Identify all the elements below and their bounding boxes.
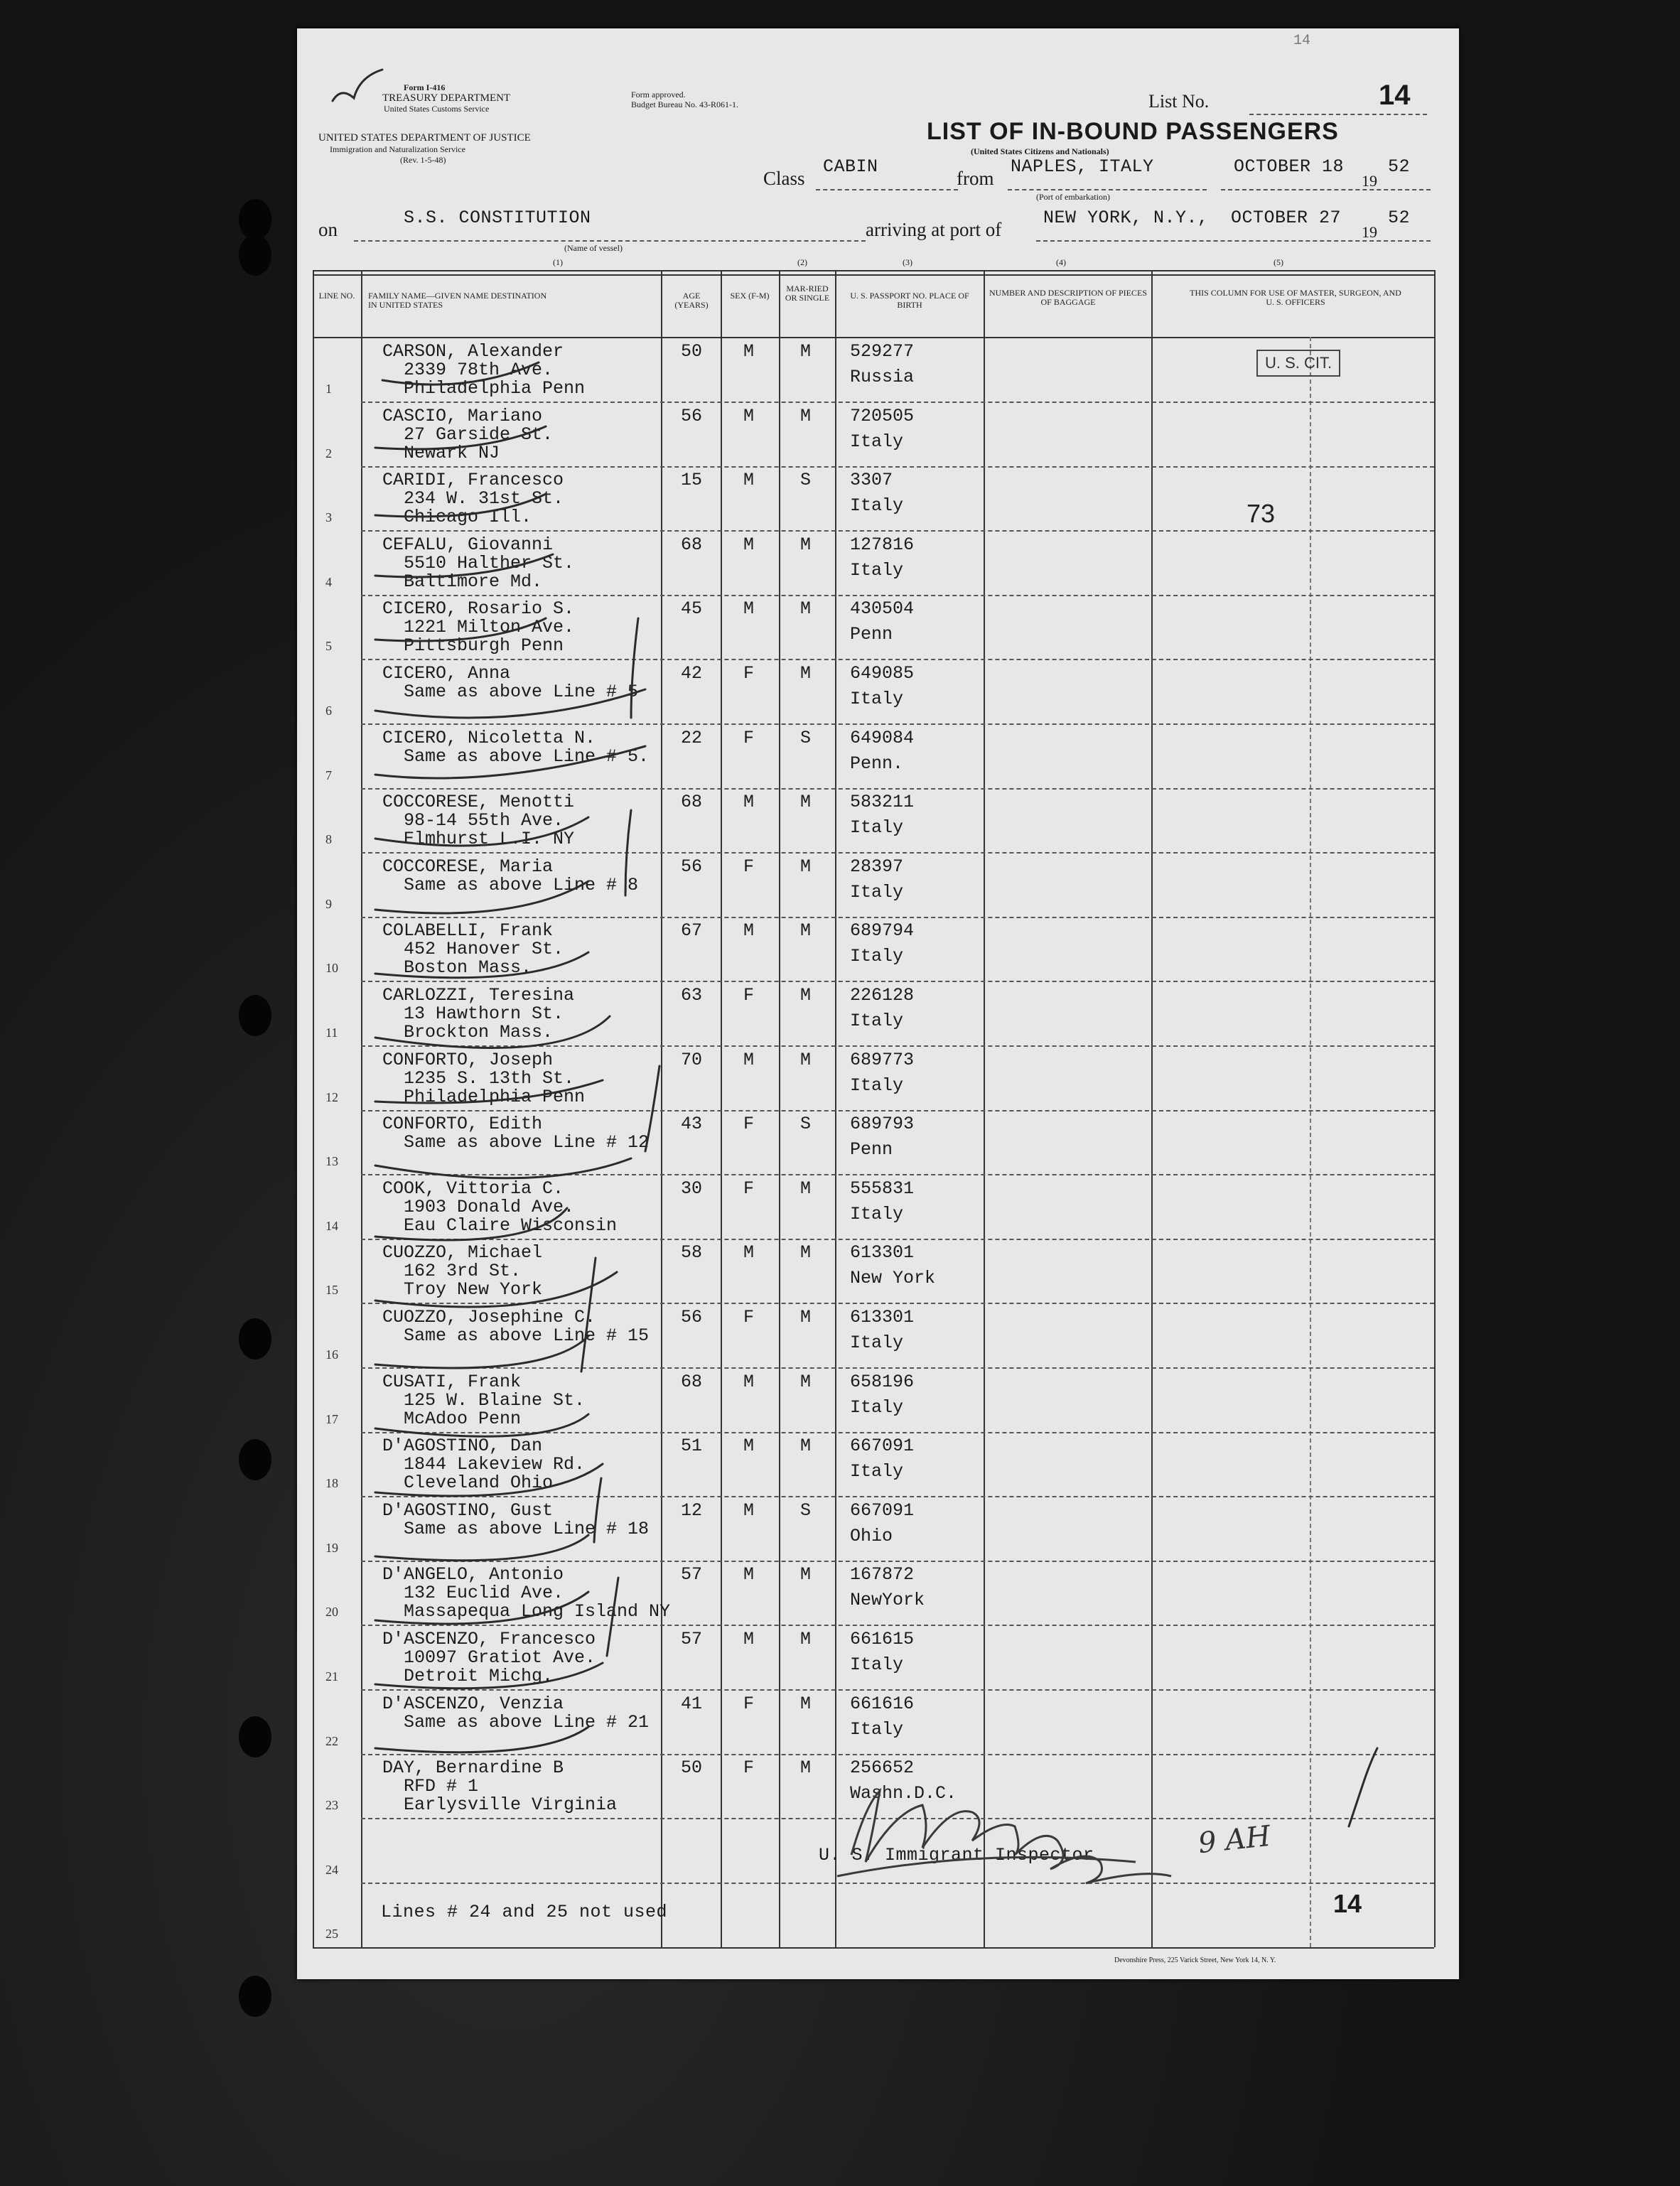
sex: F: [743, 1757, 755, 1778]
class-label: Class: [763, 168, 805, 189]
sex: F: [743, 1694, 755, 1714]
list-number: 14: [1379, 80, 1411, 111]
on-label: on: [318, 219, 338, 240]
marital-status: M: [800, 663, 812, 684]
address-line-1: Same as above Line # 12: [404, 1132, 650, 1153]
header-name: FAMILY NAME—GIVEN NAME DESTINATION IN UNITED STATES: [368, 291, 547, 310]
age: 58: [681, 1242, 703, 1263]
passenger-name: CONFORTO, Joseph: [382, 1050, 554, 1070]
marital-status: M: [800, 1242, 812, 1263]
address-line-1: Same as above Line # 5: [404, 682, 639, 702]
passenger-name: COOK, Vittoria C.: [382, 1178, 564, 1199]
line-number: 12: [325, 1090, 338, 1104]
unused-lines-note: Lines # 24 and 25 not used: [381, 1902, 668, 1922]
age: 50: [681, 1757, 703, 1778]
address-line-1: 132 Euclid Ave.: [404, 1583, 564, 1603]
form-title: LIST OF IN-BOUND PASSENGERS: [927, 118, 1339, 145]
place-of-birth: Italy: [850, 1397, 904, 1418]
address-line-2: Baltimore Md.: [404, 571, 543, 592]
column-number-1: (1): [553, 257, 563, 267]
marital-status: M: [800, 1372, 812, 1392]
line-number: 9: [325, 897, 332, 911]
punch-hole: [239, 1318, 271, 1359]
line-number: 24: [325, 1863, 338, 1877]
address-line-1: 2339 78th Ave.: [404, 360, 554, 380]
treasury-department: TREASURY DEPARTMENT: [382, 92, 511, 104]
line-number: 14: [325, 1219, 338, 1233]
address-line-1: Same as above Line # 21: [404, 1712, 650, 1733]
marital-status: M: [800, 1307, 812, 1328]
age: 51: [681, 1436, 703, 1456]
form-subtitle: (United States Citizens and Nationals): [971, 146, 1109, 156]
age: 68: [681, 534, 703, 555]
sex: M: [743, 1629, 755, 1649]
address-line-1: 1844 Lakeview Rd.: [404, 1454, 586, 1475]
port-of-embarkation: NAPLES, ITALY: [1011, 156, 1154, 177]
place-of-birth: Washn.D.C.: [850, 1783, 957, 1804]
address-line-1: 1235 S. 13th St.: [404, 1068, 575, 1089]
punch-hole: [239, 1439, 271, 1480]
sex: F: [743, 1178, 755, 1199]
passport-number: 667091: [850, 1436, 915, 1456]
passenger-name: CARIDI, Francesco: [382, 470, 564, 490]
passport-number: 430504: [850, 598, 915, 619]
age: 70: [681, 1050, 703, 1070]
marital-status: M: [800, 1436, 812, 1456]
age: 63: [681, 985, 703, 1006]
punch-hole: [239, 1716, 271, 1757]
list-no-label: List No.: [1148, 91, 1210, 112]
address-line-1: 125 W. Blaine St.: [404, 1390, 586, 1411]
passport-number: 529277: [850, 341, 915, 362]
address-line-1: 5510 Halther St.: [404, 553, 575, 574]
line-number: 23: [325, 1798, 338, 1812]
line-number: 10: [325, 961, 338, 975]
line-number: 6: [325, 704, 332, 718]
line-number: 15: [325, 1283, 338, 1297]
address-line-1: 452 Hanover St.: [404, 939, 564, 959]
passport-number: 613301: [850, 1307, 915, 1328]
place-of-birth: Penn: [850, 624, 893, 645]
inspector-title: U. S. Immigrant Inspector: [819, 1845, 1094, 1865]
address-line-1: 13 Hawthorn St.: [404, 1003, 564, 1024]
sex: M: [743, 1500, 755, 1521]
address-line-2: Newark NJ: [404, 443, 500, 463]
us-citizen-stamp: U. S. CIT.: [1256, 350, 1340, 377]
address-line-2: Chicago Ill.: [404, 507, 532, 527]
passport-number: 689773: [850, 1050, 915, 1070]
departure-date: OCTOBER 18: [1234, 156, 1345, 177]
address-line-1: RFD # 1: [404, 1776, 479, 1797]
line-number: 18: [325, 1476, 338, 1490]
justice-department: UNITED STATES DEPARTMENT OF JUSTICE: [318, 132, 531, 144]
passenger-name: CICERO, Rosario S.: [382, 598, 575, 619]
from-label: from: [957, 168, 994, 189]
marital-status: S: [800, 728, 812, 748]
passport-number: 3307: [850, 470, 893, 490]
printer-imprint: Devonshire Press, 225 Varick Street, New York 14, N. Y.: [1114, 1956, 1276, 1964]
address-line-1: 162 3rd St.: [404, 1261, 522, 1281]
passport-number: 583211: [850, 792, 915, 812]
page-mark: 14: [1333, 1889, 1362, 1918]
address-line-2: Boston Mass.: [404, 957, 532, 978]
passenger-name: COCCORESE, Menotti: [382, 792, 575, 812]
place-of-birth: Italy: [850, 817, 904, 838]
passenger-name: CARLOZZI, Teresina: [382, 985, 575, 1006]
place-of-birth: Ohio: [850, 1526, 893, 1546]
place-of-birth: Italy: [850, 1719, 904, 1740]
marital-status: M: [800, 341, 812, 362]
marital-status: M: [800, 1564, 812, 1585]
sex: F: [743, 985, 755, 1006]
vessel-name: S.S. CONSTITUTION: [404, 208, 591, 228]
address-line-2: Detroit Michg.: [404, 1666, 554, 1686]
column-number-4: (4): [1056, 257, 1066, 267]
pencil-page-mark: 14: [1293, 33, 1311, 49]
vessel-caption: (Name of vessel): [564, 243, 623, 253]
passport-number: 127816: [850, 534, 915, 555]
form-approved: Form approved.: [631, 90, 686, 99]
passenger-name: D'AGOSTINO, Dan: [382, 1436, 543, 1456]
address-line-2: Philadelphia Penn: [404, 1087, 586, 1107]
address-line-2: Cleveland Ohio: [404, 1472, 554, 1493]
sex: F: [743, 856, 755, 877]
passport-number: 226128: [850, 985, 915, 1006]
naturalization-service: Immigration and Naturalization Service: [330, 144, 465, 154]
passenger-name: CASCIO, Mariano: [382, 406, 543, 426]
marital-status: S: [800, 470, 812, 490]
marital-status: M: [800, 985, 812, 1006]
line-number: 11: [325, 1025, 338, 1040]
class-value: CABIN: [823, 156, 878, 177]
sex: M: [743, 920, 755, 941]
passenger-name: DAY, Bernardine B: [382, 1757, 564, 1778]
arrival-year-prefix: 19: [1362, 223, 1377, 241]
officer-note: 73: [1246, 499, 1276, 528]
budget-bureau: Budget Bureau No. 43-R061-1.: [631, 99, 738, 109]
age: 68: [681, 792, 703, 812]
passenger-name: D'ASCENZO, Venzia: [382, 1694, 564, 1714]
marital-status: M: [800, 1694, 812, 1714]
age: 56: [681, 856, 703, 877]
place-of-birth: Italy: [850, 1204, 904, 1224]
year-prefix: 19: [1362, 172, 1377, 190]
line-number: 1: [325, 382, 332, 396]
passenger-name: D'ASCENZO, Francesco: [382, 1629, 596, 1649]
line-number: 21: [325, 1669, 338, 1684]
place-of-birth: Italy: [850, 1011, 904, 1031]
marital-status: M: [800, 920, 812, 941]
address-line-1: Same as above Line # 8: [404, 875, 639, 895]
punch-hole: [239, 1976, 271, 2017]
address-line-1: 98-14 55th Ave.: [404, 810, 564, 831]
sex: M: [743, 792, 755, 812]
passport-number: 613301: [850, 1242, 915, 1263]
sex: M: [743, 598, 755, 619]
address-line-1: 27 Garside St.: [404, 424, 554, 445]
pencil-check-marks: [297, 28, 1459, 1979]
inspector-initials: 9 AH: [1196, 1819, 1273, 1861]
age: 68: [681, 1372, 703, 1392]
manifest-sheet: [297, 28, 1459, 1979]
sex: M: [743, 1050, 755, 1070]
address-line-1: Same as above Line # 18: [404, 1519, 650, 1539]
departure-year: 52: [1388, 156, 1411, 177]
column-number-5: (5): [1274, 257, 1283, 267]
sex: M: [743, 1242, 755, 1263]
customs-service: United States Customs Service: [384, 104, 490, 114]
arriving-label: arriving at port of: [866, 219, 1002, 240]
place-of-birth: Italy: [850, 1654, 904, 1675]
address-line-2: Massapequa Long Island NY: [404, 1601, 671, 1622]
marital-status: M: [800, 598, 812, 619]
marital-status: M: [800, 792, 812, 812]
header-sex: SEX (F-M): [730, 291, 770, 301]
corner-check-mark: [333, 70, 382, 101]
line-number: 19: [325, 1541, 338, 1555]
address-line-2: Troy New York: [404, 1279, 543, 1300]
address-line-2: Pittsburgh Penn: [404, 635, 564, 656]
form-number: Form I-416: [404, 82, 446, 92]
address-line-1: 1221 Milton Ave.: [404, 617, 575, 637]
sex: F: [743, 1307, 755, 1328]
passenger-name: CUSATI, Frank: [382, 1372, 522, 1392]
passenger-name: D'ANGELO, Antonio: [382, 1564, 564, 1585]
address-line-1: 1903 Donald Ave.: [404, 1197, 575, 1217]
line-number: 2: [325, 446, 332, 461]
line-number: 17: [325, 1412, 338, 1426]
punch-hole: [239, 995, 271, 1036]
passport-number: 658196: [850, 1372, 915, 1392]
age: 57: [681, 1629, 703, 1649]
address-line-2: Elmhurst L.I. NY: [404, 829, 575, 849]
marital-status: M: [800, 1178, 812, 1199]
place-of-birth: Italy: [850, 1461, 904, 1482]
age: 67: [681, 920, 703, 941]
address-line-2: Eau Claire Wisconsin: [404, 1215, 618, 1236]
place-of-birth: Italy: [850, 1332, 904, 1353]
passport-number: 661616: [850, 1694, 915, 1714]
marital-status: M: [800, 1757, 812, 1778]
age: 43: [681, 1114, 703, 1134]
address-line-2: McAdoo Penn: [404, 1409, 522, 1429]
passport-number: 667091: [850, 1500, 915, 1521]
marital-status: M: [800, 856, 812, 877]
line-number: 7: [325, 768, 332, 782]
passenger-name: CARSON, Alexander: [382, 341, 564, 362]
passport-number: 689794: [850, 920, 915, 941]
marital-status: M: [800, 1050, 812, 1070]
header-married-single: MAR-RIED OR SINGLE: [785, 284, 830, 303]
sex: M: [743, 1564, 755, 1585]
place-of-birth: Italy: [850, 495, 904, 516]
passenger-name: COCCORESE, Maria: [382, 856, 554, 877]
line-number: 25: [325, 1927, 338, 1941]
sex: M: [743, 341, 755, 362]
column-number-3: (3): [903, 257, 912, 267]
passport-number: 256652: [850, 1757, 915, 1778]
age: 42: [681, 663, 703, 684]
sex: M: [743, 1372, 755, 1392]
passport-number: 555831: [850, 1178, 915, 1199]
line-number: 13: [325, 1154, 338, 1168]
marital-status: M: [800, 406, 812, 426]
embarkation-caption: (Port of embarkation): [1036, 192, 1110, 202]
age: 22: [681, 728, 703, 748]
age: 56: [681, 1307, 703, 1328]
passenger-name: CUOZZO, Michael: [382, 1242, 543, 1263]
age: 57: [681, 1564, 703, 1585]
place-of-birth: Italy: [850, 689, 904, 709]
passport-number: 661615: [850, 1629, 915, 1649]
age: 30: [681, 1178, 703, 1199]
place-of-birth: Italy: [850, 882, 904, 903]
line-number: 20: [325, 1605, 338, 1619]
place-of-birth: Penn: [850, 1139, 893, 1160]
age: 45: [681, 598, 703, 619]
passport-number: 167872: [850, 1564, 915, 1585]
arrival-port: NEW YORK, N.Y.,: [1043, 208, 1209, 228]
place-of-birth: Italy: [850, 431, 904, 452]
marital-status: S: [800, 1114, 812, 1134]
passenger-name: CICERO, Nicoletta N.: [382, 728, 596, 748]
marital-status: S: [800, 1500, 812, 1521]
header-age: AGE (YEARS): [674, 291, 709, 310]
age: 50: [681, 341, 703, 362]
column-number-2: (2): [797, 257, 807, 267]
age: 41: [681, 1694, 703, 1714]
place-of-birth: Russia: [850, 367, 915, 387]
passenger-name: CONFORTO, Edith: [382, 1114, 543, 1134]
sex: F: [743, 663, 755, 684]
revision-date: (Rev. 1-5-48): [400, 155, 446, 165]
address-line-2: Brockton Mass.: [404, 1022, 554, 1043]
marital-status: M: [800, 534, 812, 555]
sex: M: [743, 406, 755, 426]
sex: M: [743, 470, 755, 490]
line-number: 8: [325, 832, 332, 846]
line-number: 5: [325, 639, 332, 653]
passport-number: 28397: [850, 856, 904, 877]
line-number: 3: [325, 510, 332, 524]
inspector-signature: [837, 1791, 1171, 1883]
address-line-2: Philadelphia Penn: [404, 378, 586, 399]
age: 56: [681, 406, 703, 426]
age: 12: [681, 1500, 703, 1521]
passenger-name: CUOZZO, Josephine C.: [382, 1307, 596, 1328]
marital-status: M: [800, 1629, 812, 1649]
place-of-birth: NewYork: [850, 1590, 925, 1610]
line-number: 4: [325, 575, 332, 589]
place-of-birth: Italy: [850, 560, 904, 581]
header-line-no: LINE NO.: [318, 291, 355, 301]
address-line-1: 10097 Gratiot Ave.: [404, 1647, 596, 1668]
sex: M: [743, 534, 755, 555]
passenger-name: D'AGOSTINO, Gust: [382, 1500, 554, 1521]
passenger-name: COLABELLI, Frank: [382, 920, 554, 941]
place-of-birth: Italy: [850, 946, 904, 967]
address-line-1: 234 W. 31st St.: [404, 488, 564, 509]
arrival-date: OCTOBER 27: [1231, 208, 1342, 228]
arrival-year: 52: [1388, 208, 1411, 228]
passport-number: 720505: [850, 406, 915, 426]
header-passport: U. S. PASSPORT NO. PLACE OF BIRTH: [850, 291, 969, 310]
address-line-2: Earlysville Virginia: [404, 1794, 618, 1815]
address-line-1: Same as above Line # 5.: [404, 746, 650, 767]
passport-number: 689793: [850, 1114, 915, 1134]
place-of-birth: Italy: [850, 1075, 904, 1096]
punch-hole: [239, 235, 271, 276]
address-line-1: Same as above Line # 15: [404, 1325, 650, 1346]
place-of-birth: New York: [850, 1268, 936, 1288]
line-number: 22: [325, 1734, 338, 1748]
passenger-name: CEFALU, Giovanni: [382, 534, 554, 555]
age: 15: [681, 470, 703, 490]
header-officers: THIS COLUMN FOR USE OF MASTER, SURGEON, AND U. S. OFFICERS: [1190, 288, 1401, 307]
sex: F: [743, 728, 755, 748]
line-number: 16: [325, 1347, 338, 1362]
passport-number: 649084: [850, 728, 915, 748]
header-baggage: NUMBER AND DESCRIPTION OF PIECES OF BAGGAGE: [989, 288, 1148, 307]
passport-number: 649085: [850, 663, 915, 684]
passenger-name: CICERO, Anna: [382, 663, 511, 684]
sex: M: [743, 1436, 755, 1456]
sex: F: [743, 1114, 755, 1134]
place-of-birth: Penn.: [850, 753, 904, 774]
